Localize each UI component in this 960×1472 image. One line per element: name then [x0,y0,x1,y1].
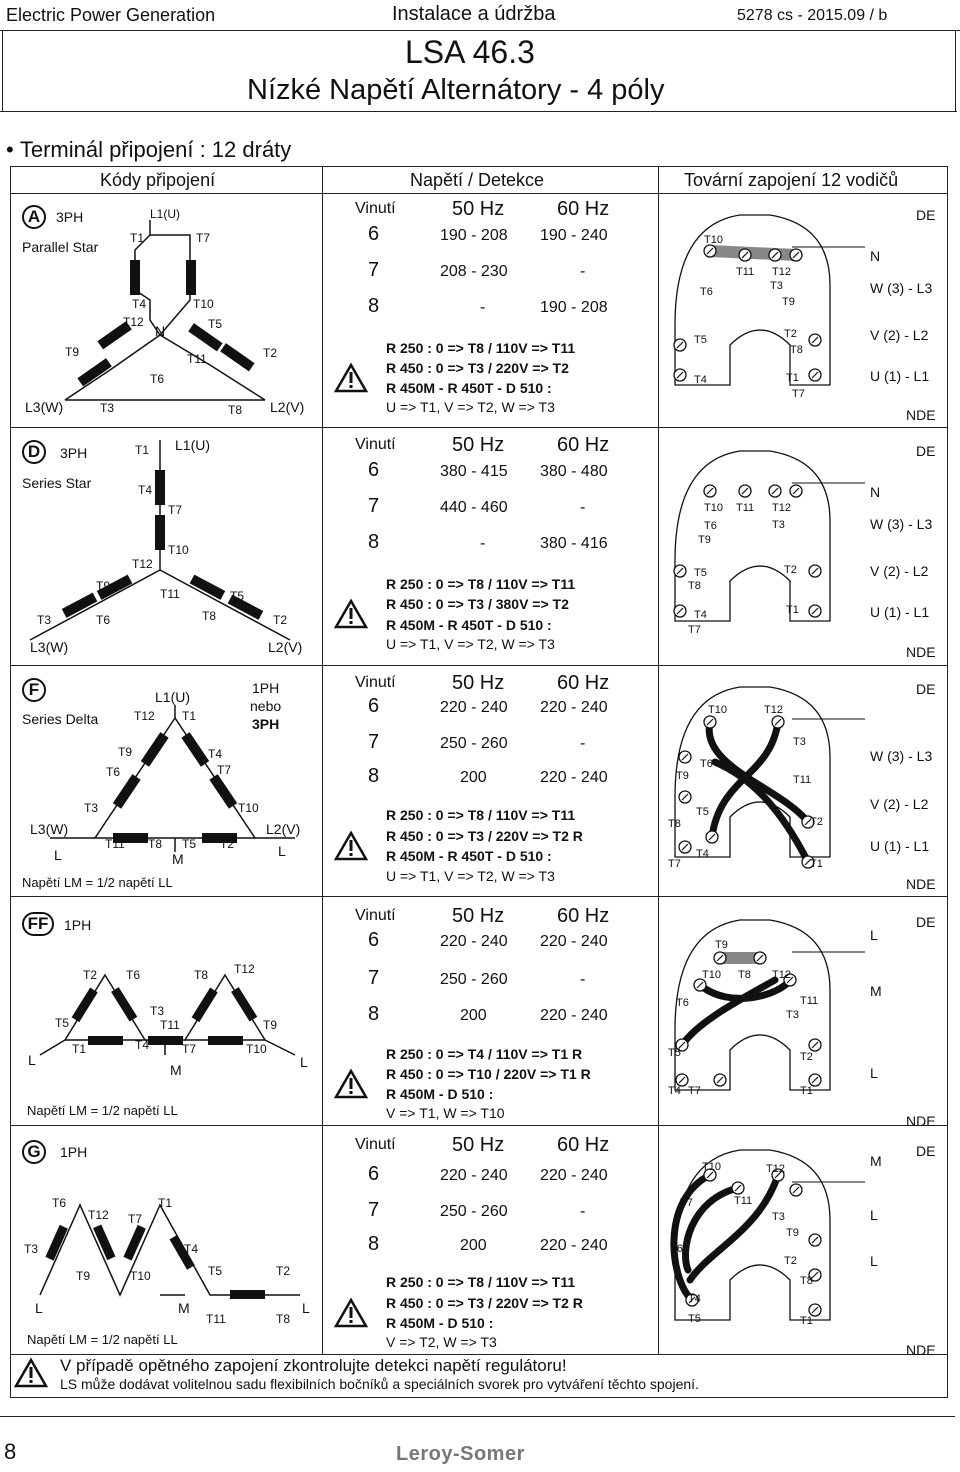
svg-text:T5: T5 [208,1264,223,1278]
winding-number: 7 [368,967,380,989]
winding-number: 8 [368,765,380,787]
voltage-50hz: 220 - 240 [440,1167,508,1184]
svg-text:T6: T6 [150,372,165,386]
svg-text:T12: T12 [764,704,783,716]
detection-note: R 250 : 0 => T4 / 110V => T1 R [386,1046,583,1062]
winding-label: Vinutí [355,200,396,217]
de-label: DE [916,681,936,697]
svg-text:U (1) - L1: U (1) - L1 [870,604,930,620]
svg-text:T8: T8 [228,403,243,417]
bullet-icon: • [6,137,20,162]
svg-text:T1: T1 [182,709,197,723]
factory-wiring-diagrams [660,195,950,1365]
svg-text:T9: T9 [76,1269,91,1283]
detection-note: R 250 : 0 => T8 / 110V => T11 [386,340,576,356]
svg-text:T1: T1 [786,372,799,384]
winding-label: Vinutí [355,907,396,924]
svg-text:T5: T5 [668,1047,681,1059]
phase-label: 1PH [64,917,92,933]
svg-text:L1(U): L1(U) [155,689,191,705]
detection-note: V => T2, W => T3 [386,1334,497,1350]
winding-number: 6 [368,695,380,717]
voltage-50hz: - [480,535,486,552]
voltage-60hz: 380 - 416 [540,535,608,552]
svg-text:N: N [870,248,881,264]
svg-text:M: M [172,851,184,867]
winding-number: 6 [368,459,380,481]
svg-text:T10: T10 [238,801,259,815]
section-letter-g: G [22,1140,46,1164]
svg-text:T3: T3 [793,736,806,748]
voltage-60hz: 220 - 240 [540,933,608,950]
svg-text:T8: T8 [194,968,209,982]
svg-text:L3(W): L3(W) [25,399,64,415]
svg-text:T3: T3 [770,280,783,292]
voltage-60hz: - [580,499,586,516]
section-letter-ff: FF [22,912,54,936]
hz60-header: 60 Hz [557,1134,610,1156]
svg-text:T10: T10 [702,969,721,981]
svg-text:T7: T7 [217,763,232,777]
svg-text:T9: T9 [263,1018,278,1032]
svg-text:T9: T9 [786,1227,799,1239]
svg-text:T5: T5 [688,1313,701,1325]
svg-text:T10: T10 [193,297,214,311]
svg-text:T7: T7 [168,503,183,517]
series-star-diagram [10,430,340,660]
svg-text:T10: T10 [702,1161,721,1173]
svg-text:T5: T5 [55,1016,70,1030]
winding-number: 8 [368,295,380,317]
svg-text:T12: T12 [134,709,155,723]
connection-name: Series Star [22,475,92,491]
col-header-codes: Kódy připojení [100,170,216,190]
winding-label: Vinutí [355,1136,396,1153]
voltage-60hz: 220 - 240 [540,1167,608,1184]
hz60-header: 60 Hz [557,434,610,456]
svg-text:V (2) - L2: V (2) - L2 [870,327,929,343]
phase-label: 3PH [60,445,88,461]
svg-text:T2: T2 [810,816,823,828]
svg-text:T2: T2 [83,968,98,982]
svg-text:N: N [155,323,166,339]
svg-text:T8: T8 [148,837,163,851]
voltage-50hz: 250 - 260 [440,735,508,752]
svg-text:T2: T2 [784,328,797,340]
svg-text:L1(U): L1(U) [175,437,211,453]
svg-text:T1: T1 [810,858,823,870]
footer-warning-2: LS může dodávat volitelnou sadu flexibilních bočníků a speciálních svorek pro vytváření těchto spojení. [60,1376,699,1392]
winding-number: 7 [368,1199,380,1221]
voltage-60hz: 220 - 240 [540,769,608,786]
svg-text:T3: T3 [37,613,52,627]
svg-text:T12: T12 [772,502,791,514]
svg-text:T4: T4 [694,374,707,386]
svg-text:T6: T6 [106,765,121,779]
svg-text:T10: T10 [708,704,727,716]
voltage-60hz: - [580,1203,586,1220]
hz60-header: 60 Hz [557,905,610,927]
svg-text:T11: T11 [105,837,125,851]
voltage-50hz: 200 [460,1237,487,1254]
svg-text:T10: T10 [130,1269,151,1283]
svg-text:L3(W): L3(W) [30,639,69,655]
svg-text:M: M [870,1153,882,1169]
detection-note: U => T1, V => T2, W => T3 [386,636,555,652]
section-letter-a: A [22,205,46,229]
detection-note: R 450M - R 450T - D 510 : [386,380,552,396]
voltage-50hz: 250 - 260 [440,1203,508,1220]
hz50-header: 50 Hz [452,905,505,927]
svg-text:L2(V): L2(V) [266,821,301,837]
hz60-header: 60 Hz [557,672,610,694]
svg-text:T8: T8 [738,969,751,981]
svg-text:T11: T11 [800,995,819,1007]
svg-text:L: L [302,1300,310,1316]
svg-text:T10: T10 [168,543,189,557]
svg-text:L: L [278,843,286,859]
ff-delta-diagram [10,955,340,1105]
svg-text:U (1) - L1: U (1) - L1 [870,368,930,384]
svg-text:T2: T2 [263,346,278,360]
doc-title: Instalace a údržba [392,3,556,25]
svg-text:T7: T7 [680,1197,693,1209]
voltage-60hz: 190 - 208 [540,299,608,316]
voltage-50hz: 200 [460,769,487,786]
svg-text:T5: T5 [230,589,245,603]
phase-label: 3PH [56,209,84,225]
voltage-60hz: - [580,971,586,988]
nde-label: NDE [906,876,936,892]
svg-text:L: L [300,1054,308,1070]
svg-text:T3: T3 [84,801,99,815]
voltage-60hz: 220 - 240 [540,699,608,716]
svg-text:T12: T12 [88,1208,109,1222]
svg-text:T5: T5 [694,334,707,346]
voltage-50hz: 190 - 208 [440,227,508,244]
svg-text:T4: T4 [668,1085,681,1097]
svg-text:T7: T7 [196,231,211,245]
svg-text:T12: T12 [132,557,153,571]
svg-text:L: L [870,1207,878,1223]
svg-text:U (1) - L1: U (1) - L1 [870,838,930,854]
phase-label: 1PH [60,1144,88,1160]
detection-note: U => T1, V => T2, W => T3 [386,399,555,415]
svg-text:T9: T9 [782,296,795,308]
svg-text:T1: T1 [72,1042,87,1056]
winding-number: 6 [368,223,380,245]
svg-text:T11: T11 [160,587,180,601]
svg-text:T9: T9 [715,939,728,951]
svg-text:L: L [870,1065,878,1081]
de-label: DE [916,207,936,223]
svg-text:T2: T2 [800,1051,813,1063]
svg-text:T1: T1 [130,231,145,245]
detection-note: R 250 : 0 => T8 / 110V => T11 [386,576,576,592]
hz60-header: 60 Hz [557,198,610,220]
winding-number: 6 [368,1163,380,1185]
svg-text:T5: T5 [208,317,223,331]
svg-text:W (3) - L3: W (3) - L3 [870,516,933,532]
winding-number: 8 [368,1233,380,1255]
hz50-header: 50 Hz [452,198,505,220]
winding-number: 8 [368,531,380,553]
svg-text:T3: T3 [150,1004,165,1018]
section-title: • Terminál připojení : 12 dráty [6,137,292,162]
svg-text:T12: T12 [772,266,791,278]
svg-text:T8: T8 [202,609,217,623]
detection-note: R 250 : 0 => T8 / 110V => T11 [386,1274,576,1290]
svg-text:T7: T7 [182,1042,197,1056]
detection-note: R 250 : 0 => T8 / 110V => T11 [386,807,576,823]
svg-text:W (3) - L3: W (3) - L3 [870,280,933,296]
svg-text:T7: T7 [688,624,701,636]
winding-number: 7 [368,731,380,753]
model-title: LSA 46.3 [405,34,535,70]
svg-text:V (2) - L2: V (2) - L2 [870,796,929,812]
winding-number: 7 [368,259,380,281]
hz50-header: 50 Hz [452,434,505,456]
detection-note: R 450 : 0 => T10 / 220V => T1 R [386,1066,591,1082]
svg-text:T11: T11 [160,1018,180,1032]
svg-text:T9: T9 [65,345,80,359]
col-header-voltage: Napětí / Detekce [410,170,545,190]
lm-note: Napětí LM = 1/2 napětí LL [22,875,173,890]
detection-note: R 450 : 0 => T3 / 380V => T2 [386,596,569,612]
voltage-60hz: 380 - 480 [540,463,608,480]
voltage-50hz: 380 - 415 [440,463,508,480]
svg-text:T4: T4 [696,848,709,860]
g-zigzag-diagram [10,1185,340,1335]
svg-text:T10: T10 [246,1042,267,1056]
svg-text:T1: T1 [135,443,150,457]
warning-icon [14,1358,48,1388]
svg-text:T9: T9 [118,745,133,759]
svg-text:L1(U): L1(U) [150,207,181,221]
svg-text:T6: T6 [676,997,689,1009]
phase-alt: nebo [250,698,282,714]
nde-label: NDE [906,1342,936,1358]
voltage-60hz: - [580,735,586,752]
svg-text:T5: T5 [696,806,709,818]
svg-text:T2: T2 [784,1255,797,1267]
svg-text:T5: T5 [182,837,197,851]
svg-text:L: L [28,1052,36,1068]
svg-text:T6: T6 [96,613,111,627]
hz50-header: 50 Hz [452,672,505,694]
footer-warning-1: V případě opětného zapojení zkontrolujte detekci napětí regulátoru! [60,1356,567,1375]
phase-label-2: 3PH [252,716,280,732]
svg-text:T7: T7 [668,858,681,870]
section-letter-f: F [22,678,46,702]
svg-text:T4: T4 [138,483,153,497]
svg-text:T2: T2 [784,564,797,576]
brand-text: Electric Power Generation [6,5,216,25]
voltage-60hz: 220 - 240 [540,1007,608,1024]
svg-text:T11: T11 [736,266,755,278]
svg-text:T4: T4 [688,1293,701,1305]
svg-text:T2: T2 [276,1264,291,1278]
voltage-50hz: 200 [460,1007,487,1024]
winding-number: 8 [368,1003,380,1025]
svg-text:T11: T11 [736,502,755,514]
page-number: 8 [4,1439,17,1464]
svg-text:T8: T8 [790,344,803,356]
detection-note: R 450M - D 510 : [386,1086,494,1102]
svg-text:T3: T3 [24,1242,39,1256]
svg-text:T7: T7 [792,388,805,400]
page-header [0,0,960,112]
nde-label: NDE [906,407,936,423]
lm-note: Napětí LM = 1/2 napětí LL [27,1332,178,1347]
connection-name: Parallel Star [22,239,99,255]
voltage-50hz: 220 - 240 [440,933,508,950]
winding-number: 6 [368,929,380,951]
svg-text:T12: T12 [772,969,791,981]
svg-text:T4: T4 [184,1242,199,1256]
svg-text:W (3) - L3: W (3) - L3 [870,748,933,764]
series-delta-diagram [10,670,340,870]
connection-name: Series Delta [22,711,99,727]
svg-text:T11: T11 [206,1312,226,1326]
svg-text:T1: T1 [800,1315,813,1327]
svg-text:T1: T1 [158,1196,173,1210]
svg-text:T7: T7 [688,1085,701,1097]
svg-text:T6: T6 [126,968,141,982]
voltage-50hz: 220 - 240 [440,699,508,716]
svg-text:L3(W): L3(W) [30,821,69,837]
svg-text:T10: T10 [704,502,723,514]
detection-note: R 450 : 0 => T3 / 220V => T2 [386,360,569,376]
svg-text:L: L [870,1253,878,1269]
svg-text:T4: T4 [132,297,147,311]
detection-note: R 450M - R 450T - D 510 : [386,617,552,633]
svg-text:L: L [54,847,62,863]
de-label: DE [916,1143,936,1159]
svg-text:T7: T7 [128,1212,143,1226]
svg-text:L: L [870,927,878,943]
svg-text:T6: T6 [670,1243,683,1255]
svg-text:T5: T5 [694,567,707,579]
voltage-60hz: 220 - 240 [540,1237,608,1254]
svg-text:T4: T4 [208,747,223,761]
svg-text:T6: T6 [704,520,717,532]
svg-text:T3: T3 [772,1211,785,1223]
voltage-60hz: 190 - 240 [540,227,608,244]
svg-text:T11: T11 [187,352,207,366]
svg-text:T12: T12 [123,315,144,329]
svg-text:M: M [178,1300,190,1316]
parallel-star-diagram [10,190,340,430]
page-subtitle: Nízké Napětí Alternátory - 4 póly [247,74,665,106]
svg-text:T2: T2 [220,837,235,851]
winding-label: Vinutí [355,436,396,453]
svg-text:T4: T4 [135,1038,150,1052]
svg-text:L: L [35,1300,43,1316]
svg-text:T4: T4 [694,609,707,621]
svg-text:V (2) - L2: V (2) - L2 [870,563,929,579]
svg-text:T6: T6 [700,758,713,770]
detection-note: R 450 : 0 => T3 / 220V => T2 R [386,1295,583,1311]
phase-label: 1PH [252,680,280,696]
svg-text:L2(V): L2(V) [270,399,305,415]
svg-text:N: N [870,484,881,500]
svg-text:T10: T10 [704,234,723,246]
detection-note: R 450M - R 450T - D 510 : [386,848,552,864]
voltage-50hz: 440 - 460 [440,499,508,516]
svg-text:T9: T9 [676,770,689,782]
col-header-factory: Tovární zapojení 12 vodičů [684,170,899,190]
detection-note: U => T1, V => T2, W => T3 [386,868,555,884]
svg-text:T1: T1 [800,1085,813,1097]
voltage-50hz: - [480,299,486,316]
svg-text:M: M [870,983,882,999]
de-label: DE [916,443,936,459]
svg-text:T8: T8 [800,1275,813,1287]
svg-text:T6: T6 [52,1196,67,1210]
svg-text:T3: T3 [100,401,115,415]
leroy-somer-logo: Leroy-Somer [396,1443,525,1465]
svg-text:T8: T8 [688,580,701,592]
voltage-50hz: 250 - 260 [440,971,508,988]
detection-note: R 450M - D 510 : [386,1315,494,1331]
de-label: DE [916,914,936,930]
svg-text:T9: T9 [698,534,711,546]
svg-text:T12: T12 [234,962,255,976]
section-letter-d: D [22,440,46,464]
nde-label: NDE [906,644,936,660]
svg-text:T3: T3 [786,1009,799,1021]
voltage-50hz: 208 - 230 [440,263,508,280]
nde-label: NDE [906,1113,936,1129]
svg-text:T11: T11 [734,1195,753,1207]
svg-text:T12: T12 [766,1163,785,1175]
doc-ref: 5278 cs - 2015.09 / b [737,7,888,24]
svg-text:T2: T2 [273,613,288,627]
detection-note: R 450 : 0 => T3 / 220V => T2 R [386,828,583,844]
winding-label: Vinutí [355,674,396,691]
svg-text:T3: T3 [772,519,785,531]
svg-text:T9: T9 [96,579,111,593]
svg-text:L2(V): L2(V) [268,639,303,655]
detection-note: V => T1, W => T10 [386,1105,505,1121]
winding-number: 7 [368,495,380,517]
svg-text:T6: T6 [700,286,713,298]
svg-text:T11: T11 [793,774,812,786]
svg-text:M: M [170,1062,182,1078]
svg-text:T1: T1 [786,604,799,616]
lm-note: Napětí LM = 1/2 napětí LL [27,1103,178,1118]
hz50-header: 50 Hz [452,1134,505,1156]
svg-text:T8: T8 [276,1312,291,1326]
svg-text:T8: T8 [668,818,681,830]
voltage-60hz: - [580,263,586,280]
